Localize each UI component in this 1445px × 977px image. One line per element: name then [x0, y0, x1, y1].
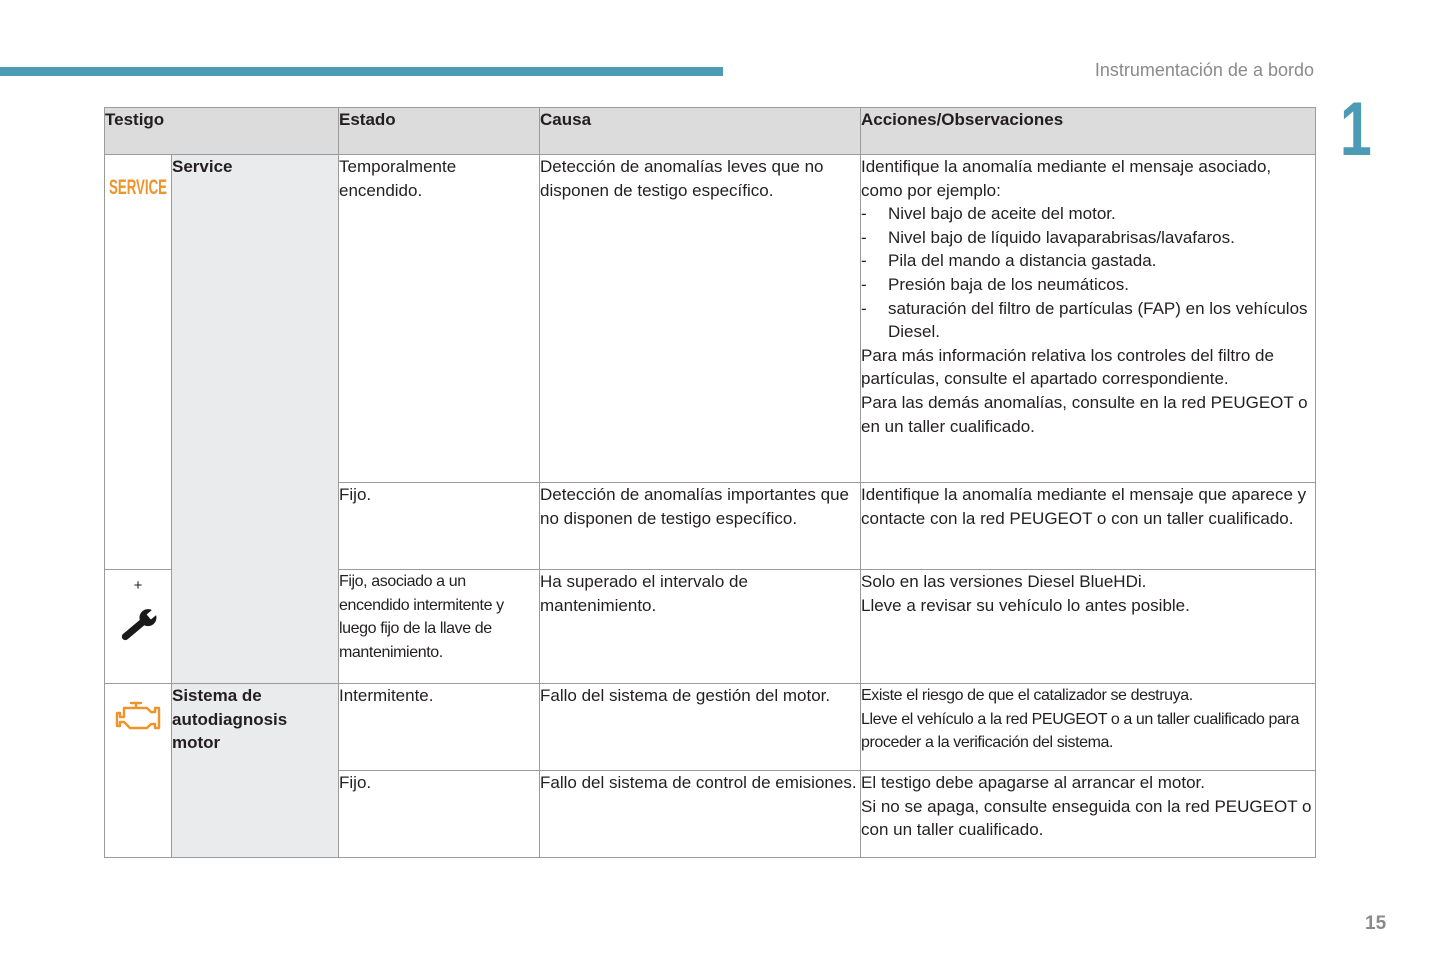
wrench-icon-cell [105, 570, 172, 684]
acciones-line-2: Si no se apaga, consulte enseguida con la red PEUGEOT o con un taller cualificado. [861, 796, 1312, 840]
header-acciones: Acciones/Observaciones [861, 108, 1316, 155]
section-title: Instrumentación de a bordo [1094, 60, 1314, 80]
causa-cell: Detección de anomalías leves que no disponen de testigo específico. [540, 155, 861, 483]
service-name: Service [172, 155, 339, 684]
warning-lights-table [104, 107, 1316, 858]
acciones-line-1: El testigo debe apagarse al arrancar el motor. [861, 773, 1205, 792]
acciones-cell: Identifique la anomalía mediante el mensaje que aparece y contacte con la red PEUGEOT o con un taller cualificado. [861, 483, 1316, 570]
wrench-icon [115, 606, 161, 646]
estado-cell: Fijo, asociado a un encendido intermitente y luego fijo de la llave de mantenimiento. [339, 570, 540, 684]
acciones-cell [861, 570, 1316, 684]
acciones-more-2: Para las demás anomalías, consulte en la red PEUGEOT o en un taller cualificado. [861, 392, 1308, 436]
acciones-cell [861, 155, 1316, 483]
service-warning-icon [107, 174, 169, 200]
acciones-intro: Identifique la anomalía mediante el mensaje asociado, como por ejemplo: [861, 157, 1272, 200]
acciones-cell [861, 684, 1316, 771]
acciones-line-2: Lleve el vehículo a la red PEUGEOT o a un taller cualificado para proceder a la verificación del sistema. [861, 710, 1299, 752]
causa-cell: Ha superado el intervalo de mantenimiento. [540, 570, 861, 684]
estado-cell: Fijo. [339, 771, 540, 858]
table-row [105, 155, 1316, 483]
engine-warning-icon [115, 698, 163, 736]
service-icon-cell [105, 155, 172, 570]
engine-name: Sistema de autodiagnosis motor [172, 684, 339, 858]
causa-cell: Fallo del sistema de gestión del motor. [540, 684, 861, 771]
acciones-more-1: Para más información relativa los controles del filtro de partículas, consulte el apartado correspondiente. [861, 345, 1274, 389]
service-icon-label: SERVICE [109, 176, 167, 199]
list-item: - Presión baja de los neumáticos. [861, 273, 1315, 297]
causa-cell: Detección de anomalías importantes que no disponen de testigo específico. [540, 483, 861, 570]
chapter-number: 1 [1340, 87, 1372, 172]
list-item: - Nivel bajo de aceite del motor. [861, 202, 1315, 226]
header-accent-bar [0, 67, 723, 76]
acciones-line-1: Existe el riesgo de que el catalizador se destruya. [861, 687, 1193, 704]
estado-cell: Temporalmente encendido. [339, 155, 540, 483]
estado-cell: Fijo. [339, 483, 540, 570]
list-item: - saturación del filtro de partículas (FAP) en los vehículos Diesel. [861, 297, 1315, 344]
causa-cell: Fallo del sistema de control de emisiones. [540, 771, 861, 858]
header-estado: Estado [339, 108, 540, 155]
anomaly-list [861, 202, 1315, 344]
header-causa: Causa [540, 108, 861, 155]
acciones-line-1: Solo en las versiones Diesel BlueHDi. [861, 572, 1147, 591]
list-item: - Nivel bajo de líquido lavaparabrisas/lavafaros. [861, 226, 1315, 250]
table-header-row [105, 108, 1316, 155]
list-item: - Pila del mando a distancia gastada. [861, 249, 1315, 273]
engine-icon-cell [105, 684, 172, 858]
plus-sign: + [133, 577, 143, 594]
acciones-line-2: Lleve a revisar su vehículo lo antes posible. [861, 595, 1190, 615]
page-number: 15 [1365, 913, 1387, 934]
header-testigo: Testigo [105, 108, 339, 155]
estado-cell: Intermitente. [339, 684, 540, 771]
acciones-cell [861, 771, 1316, 858]
table-row [105, 684, 1316, 771]
